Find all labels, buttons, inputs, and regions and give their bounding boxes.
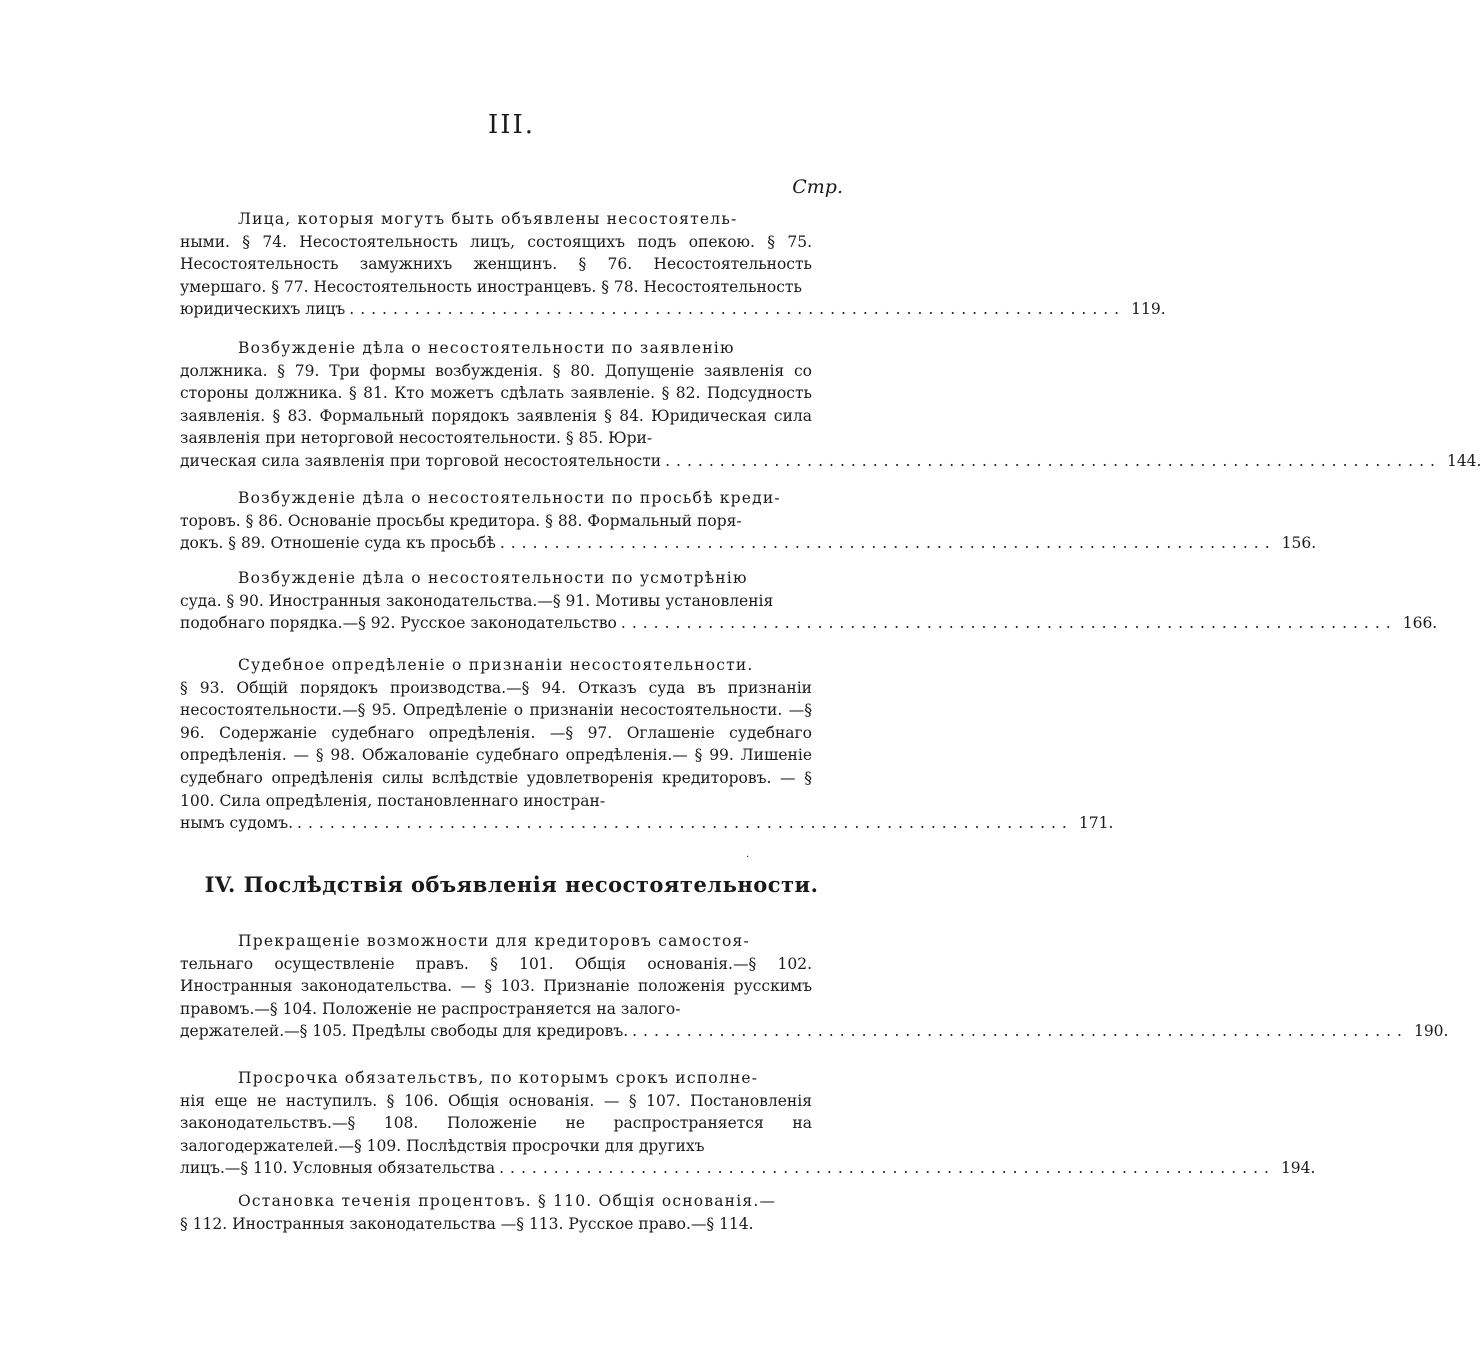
leader-dots: ....................................................................... (297, 814, 1073, 833)
toc-entry-body: § 93. Общій порядокъ производства.—§ 94. Отказъ суда въ признаніи несостоятельности.—§ 95. Опредѣленіе о признаніи несостоятельности. —§ 96. Содержаніе судебнаго опредѣленія. —§ 97. Оглашеніе судебнаго опредѣленія. — § 98. Обжалованіе судебнаго опредѣленія.— § 99. Лишеніе судебнаго опредѣленія силы вслѣдствіе удовлетворенія кредиторовъ. — § 100. Сила опредѣленія, постановленнаго иностран- (180, 678, 812, 810)
toc-entry-body: ными. § 74. Несостоятельность лицъ, состоящихъ подъ опекою. § 75. Несостоятельность замужнихъ женщинъ. § 76. Несостоятельность умершаго. § 77. Несостоятельность иностранцевъ. § 78. Несостоятельность (180, 232, 812, 296)
toc-entry-last-text: подобнаго порядка.—§ 92. Русское законодательство (180, 614, 617, 633)
toc-entry-lastline (180, 812, 1114, 835)
toc-entry-prosba-kreditorov (180, 487, 1317, 555)
toc-entry-page: 156. (1281, 534, 1317, 553)
stray-mark: · (746, 852, 750, 863)
page-column-label: Стр. (792, 176, 843, 198)
toc-entry-lastline (180, 450, 1481, 473)
toc-entry-prosrochka (180, 1067, 1316, 1180)
leader-dots: ....................................................................... (499, 534, 1276, 553)
toc-entry-last-text: дическая сила заявленія при торговой несостоятельности (180, 451, 662, 470)
toc-entry-lastline (180, 1157, 1316, 1180)
toc-entry-body: тельнаго осуществленіе правъ. § 101. Общія основанія.—§ 102. Иностранныя законодательства. — § 103. Признаніе положенія русскимъ правомъ.—§ 104. Положеніе не распространяется на залого- (180, 954, 812, 1018)
toc-entry-page: 171. (1078, 814, 1114, 833)
page-number: III. (487, 110, 536, 140)
leader-dots: ....................................................................... (632, 1022, 1408, 1041)
document-page (180, 0, 1481, 1365)
toc-entry-lastline (180, 612, 1438, 635)
toc-entry-prekrashchenie (180, 930, 1449, 1043)
toc-entry-body: должника. § 79. Три формы возбужденія. § 80. Допущеніе заявленія со стороны должника. § 81. Кто можетъ сдѣлать заявленіе. § 82. Подсудность заявленія. § 83. Формальный порядокъ заявленія § 84. Юридическая сила заявленія при неторговой несостоятельности. § 85. Юри- (180, 361, 812, 448)
toc-entry-body: нія еще не наступилъ. § 106. Общія основанія. — § 107. Постановленія законодательствъ.—§ 108. Положеніе не распространяется на залогодержателей.—§ 109. Послѣдствія просрочки для другихъ (180, 1091, 812, 1155)
toc-entry-page: 194. (1280, 1159, 1316, 1178)
leader-dots: ....................................................................... (665, 451, 1441, 470)
section-heading: IV. Послѣдствія объявленія несостоятельности. (204, 872, 819, 897)
toc-entry-page: 190. (1413, 1022, 1449, 1041)
toc-entry-zayavlenie-dolzhnika (180, 337, 1481, 473)
toc-entry-last-text: лицъ.—§ 110. Условныя обязательства (180, 1159, 496, 1178)
toc-entry-last-text: держателей.—§ 105. Предѣлы свободы для кредировъ. (180, 1022, 629, 1041)
toc-entry-title: Судебное опредѣленіе о признаніи несостоятельности. (238, 656, 754, 674)
toc-entry-body: § 112. Иностранныя законодательства —§ 113. Русское право.—§ 114. (180, 1214, 754, 1233)
toc-entry-title: Просрочка обязательствъ, по которымъ срокъ исполне- (238, 1069, 759, 1087)
toc-entry-body: торовъ. § 86. Основаніе просьбы кредитора. § 88. Формальный поря- (180, 511, 742, 530)
toc-entry-title: Возбужденіе дѣла о несостоятельности по усмотрѣнію (238, 569, 748, 587)
toc-entry-sudebnoe-opredelenie (180, 654, 1114, 835)
toc-entry-body: суда. § 90. Иностранныя законодательства.—§ 91. Мотивы установленія (180, 591, 774, 610)
toc-entry-title: Прекращеніе возможности для кредиторовъ самостоя- (238, 932, 750, 950)
toc-entry-page: 144. (1446, 451, 1481, 470)
toc-entry-lica (180, 208, 1166, 321)
toc-entry-ostanovka (180, 1190, 843, 1235)
leader-dots: ....................................................................... (620, 614, 1397, 633)
toc-entry-page: 119. (1131, 300, 1166, 319)
toc-entry-lastline (180, 298, 1166, 321)
leader-dots: ....................................................................... (499, 1159, 1275, 1178)
toc-entry-last-text: докъ. § 89. Отношеніе суда къ просьбѣ (180, 534, 496, 553)
toc-entry-lastline (180, 1020, 1449, 1043)
toc-entry-last-text: нымъ судомъ. (180, 814, 294, 833)
leader-dots: ....................................................................... (349, 300, 1126, 319)
toc-entry-last-text: юридическихъ лицъ (180, 300, 346, 319)
toc-entry-title: Лица, которыя могутъ быть объявлены несостоятель- (238, 210, 738, 228)
toc-entry-title: Остановка теченія процентовъ. § 110. Общія основанія.— (238, 1192, 777, 1210)
toc-entry-lastline (180, 532, 1317, 555)
toc-entry-title: Возбужденіе дѣла о несостоятельности по просьбѣ креди- (238, 489, 781, 507)
toc-entry-title: Возбужденіе дѣла о несостоятельности по заявленію (238, 339, 735, 357)
toc-entry-usmotrenie-suda (180, 567, 1438, 635)
toc-entry-page: 166. (1402, 614, 1438, 633)
